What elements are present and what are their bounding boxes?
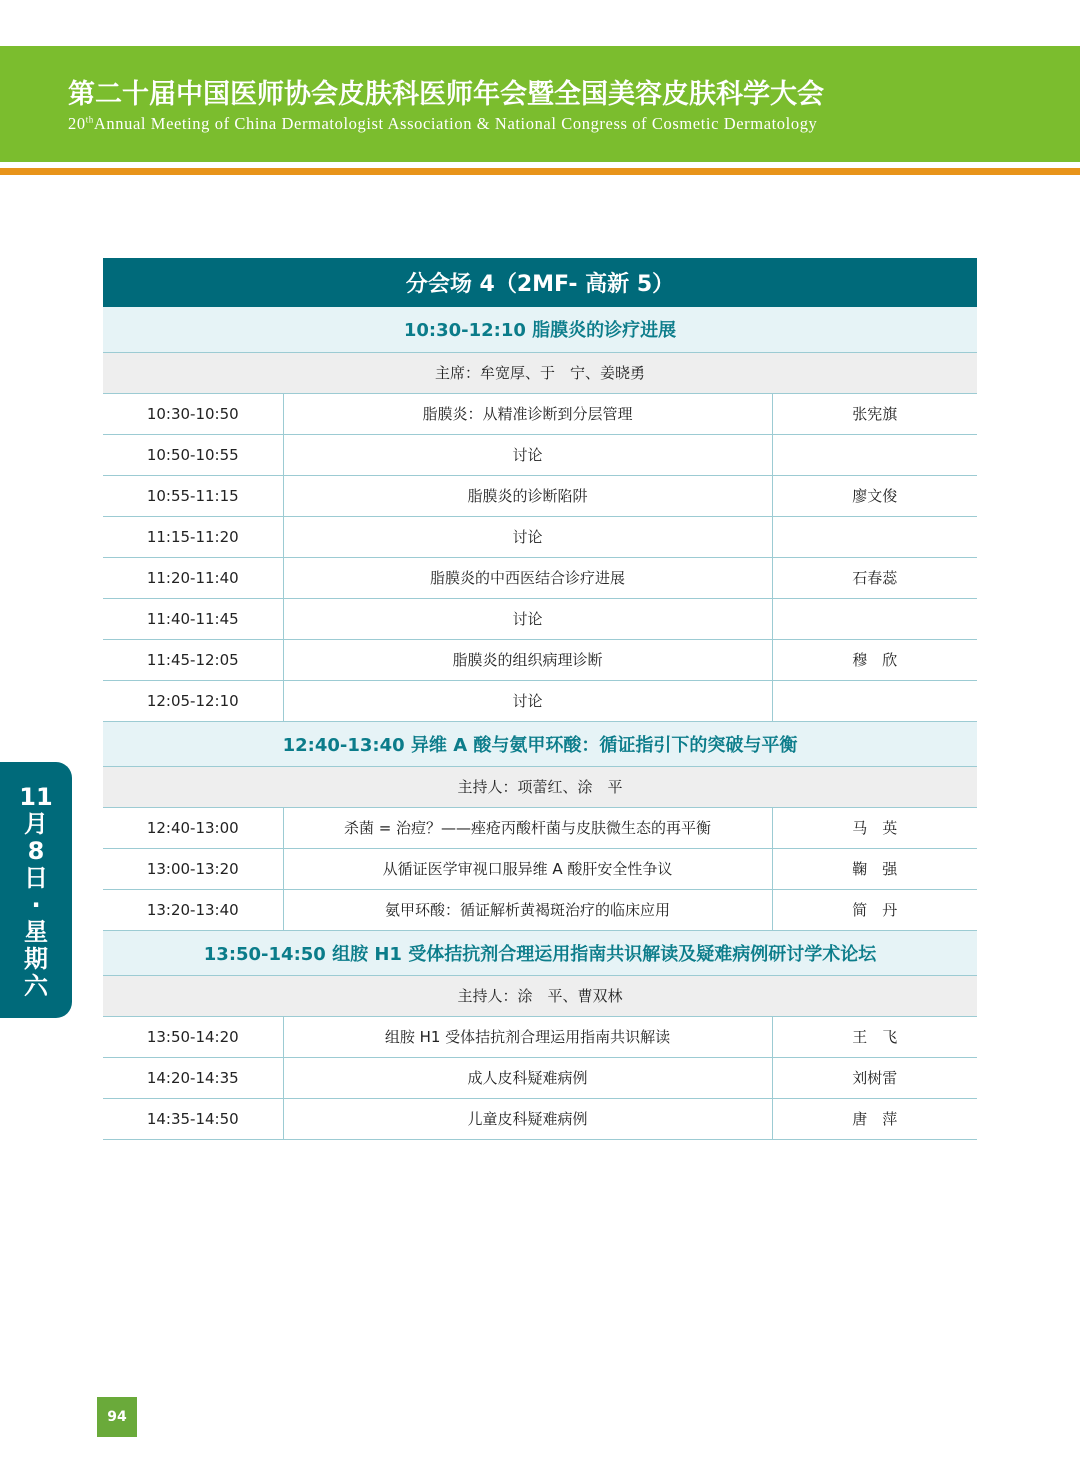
- conference-title-cn: 第二十届中国医师协会皮肤科医师年会暨全国美容皮肤科学大会: [68, 79, 824, 110]
- topic-cell: 讨论: [283, 598, 772, 639]
- side-tab-char: ·: [31, 891, 41, 919]
- time-cell: 10:55-11:15: [103, 475, 283, 516]
- topic-cell: 杀菌 = 治痘？——痤疮丙酸杆菌与皮肤微生态的再平衡: [283, 807, 772, 848]
- header-banner: [0, 46, 1080, 162]
- side-tab-char: 11: [19, 783, 53, 811]
- table-row: [103, 680, 977, 721]
- session-title: 13:50-14:50 组胺 H1 受体拮抗剂合理运用指南共识解读及疑难病例研讨学术论坛: [103, 930, 977, 975]
- side-tab-char: 六: [24, 972, 48, 1000]
- title-en-text: Annual Meeting of China Dermatologist Association & National Congress of Cosmetic Dermatology: [93, 114, 818, 133]
- chair-row: [103, 975, 977, 1016]
- table-row: [103, 393, 977, 434]
- conference-title-en: [68, 114, 817, 134]
- session-header-row: [103, 307, 977, 352]
- table-row: [103, 434, 977, 475]
- time-cell: 12:40-13:00: [103, 807, 283, 848]
- venue-row: [103, 258, 977, 307]
- table-row: [103, 1098, 977, 1139]
- time-cell: 11:20-11:40: [103, 557, 283, 598]
- topic-cell: 讨论: [283, 516, 772, 557]
- edition-number: 20: [68, 114, 86, 133]
- topic-cell: 讨论: [283, 434, 772, 475]
- speaker-cell: 鞠 强: [772, 848, 977, 889]
- page-number: 94: [97, 1397, 137, 1437]
- table-row: [103, 1016, 977, 1057]
- topic-cell: 氨甲环酸：循证解析黄褐斑治疗的临床应用: [283, 889, 772, 930]
- session-title: 12:40-13:40 异维 A 酸与氨甲环酸：循证指引下的突破与平衡: [103, 721, 977, 766]
- time-cell: 12:05-12:10: [103, 680, 283, 721]
- speaker-cell: [772, 680, 977, 721]
- table-row: [103, 516, 977, 557]
- side-tab-char: 日: [24, 864, 48, 892]
- table-row: [103, 598, 977, 639]
- orange-divider: [0, 168, 1080, 175]
- session-chair: 主持人：涂 平、曹双林: [103, 975, 977, 1016]
- side-tab-char: 星: [24, 918, 48, 946]
- speaker-cell: 简 丹: [772, 889, 977, 930]
- speaker-cell: 王 飞: [772, 1016, 977, 1057]
- table-row: [103, 848, 977, 889]
- time-cell: 14:35-14:50: [103, 1098, 283, 1139]
- time-cell: 13:00-13:20: [103, 848, 283, 889]
- time-cell: 14:20-14:35: [103, 1057, 283, 1098]
- session-chair: 主席：牟宽厚、于 宁、姜晓勇: [103, 352, 977, 393]
- session-chair: 主持人：项蕾红、涂 平: [103, 766, 977, 807]
- table-row: [103, 557, 977, 598]
- topic-cell: 脂膜炎的中西医结合诊疗进展: [283, 557, 772, 598]
- time-cell: 13:50-14:20: [103, 1016, 283, 1057]
- chair-row: [103, 352, 977, 393]
- topic-cell: 脂膜炎的组织病理诊断: [283, 639, 772, 680]
- speaker-cell: [772, 516, 977, 557]
- edition-suffix: th: [85, 114, 94, 125]
- topic-cell: 儿童皮科疑难病例: [283, 1098, 772, 1139]
- side-tab-char: 月: [24, 810, 48, 838]
- speaker-cell: 马 英: [772, 807, 977, 848]
- speaker-cell: [772, 598, 977, 639]
- table-row: [103, 639, 977, 680]
- time-cell: 11:15-11:20: [103, 516, 283, 557]
- speaker-cell: 穆 欣: [772, 639, 977, 680]
- time-cell: 11:45-12:05: [103, 639, 283, 680]
- time-cell: 11:40-11:45: [103, 598, 283, 639]
- speaker-cell: 廖文俊: [772, 475, 977, 516]
- session-header-row: [103, 721, 977, 766]
- speaker-cell: 唐 萍: [772, 1098, 977, 1139]
- topic-cell: 组胺 H1 受体拮抗剂合理运用指南共识解读: [283, 1016, 772, 1057]
- time-cell: 13:20-13:40: [103, 889, 283, 930]
- time-cell: 10:50-10:55: [103, 434, 283, 475]
- table-row: [103, 889, 977, 930]
- session-title: 10:30-12:10 脂膜炎的诊疗进展: [103, 307, 977, 352]
- speaker-cell: 张宪旗: [772, 393, 977, 434]
- table-row: [103, 1057, 977, 1098]
- topic-cell: 脂膜炎的诊断陷阱: [283, 475, 772, 516]
- date-side-tab: [0, 762, 72, 1018]
- side-tab-char: 8: [27, 837, 45, 865]
- venue-title: 分会场 4（2MF- 高新 5）: [103, 258, 977, 307]
- speaker-cell: 石春蕊: [772, 557, 977, 598]
- session-header-row: [103, 930, 977, 975]
- table-row: [103, 807, 977, 848]
- side-tab-char: 期: [24, 945, 48, 973]
- speaker-cell: 刘树雷: [772, 1057, 977, 1098]
- topic-cell: 成人皮科疑难病例: [283, 1057, 772, 1098]
- time-cell: 10:30-10:50: [103, 393, 283, 434]
- topic-cell: 讨论: [283, 680, 772, 721]
- chair-row: [103, 766, 977, 807]
- table-row: [103, 475, 977, 516]
- topic-cell: 脂膜炎：从精准诊断到分层管理: [283, 393, 772, 434]
- speaker-cell: [772, 434, 977, 475]
- schedule-table: [103, 258, 977, 1140]
- topic-cell: 从循证医学审视口服异维 A 酸肝安全性争议: [283, 848, 772, 889]
